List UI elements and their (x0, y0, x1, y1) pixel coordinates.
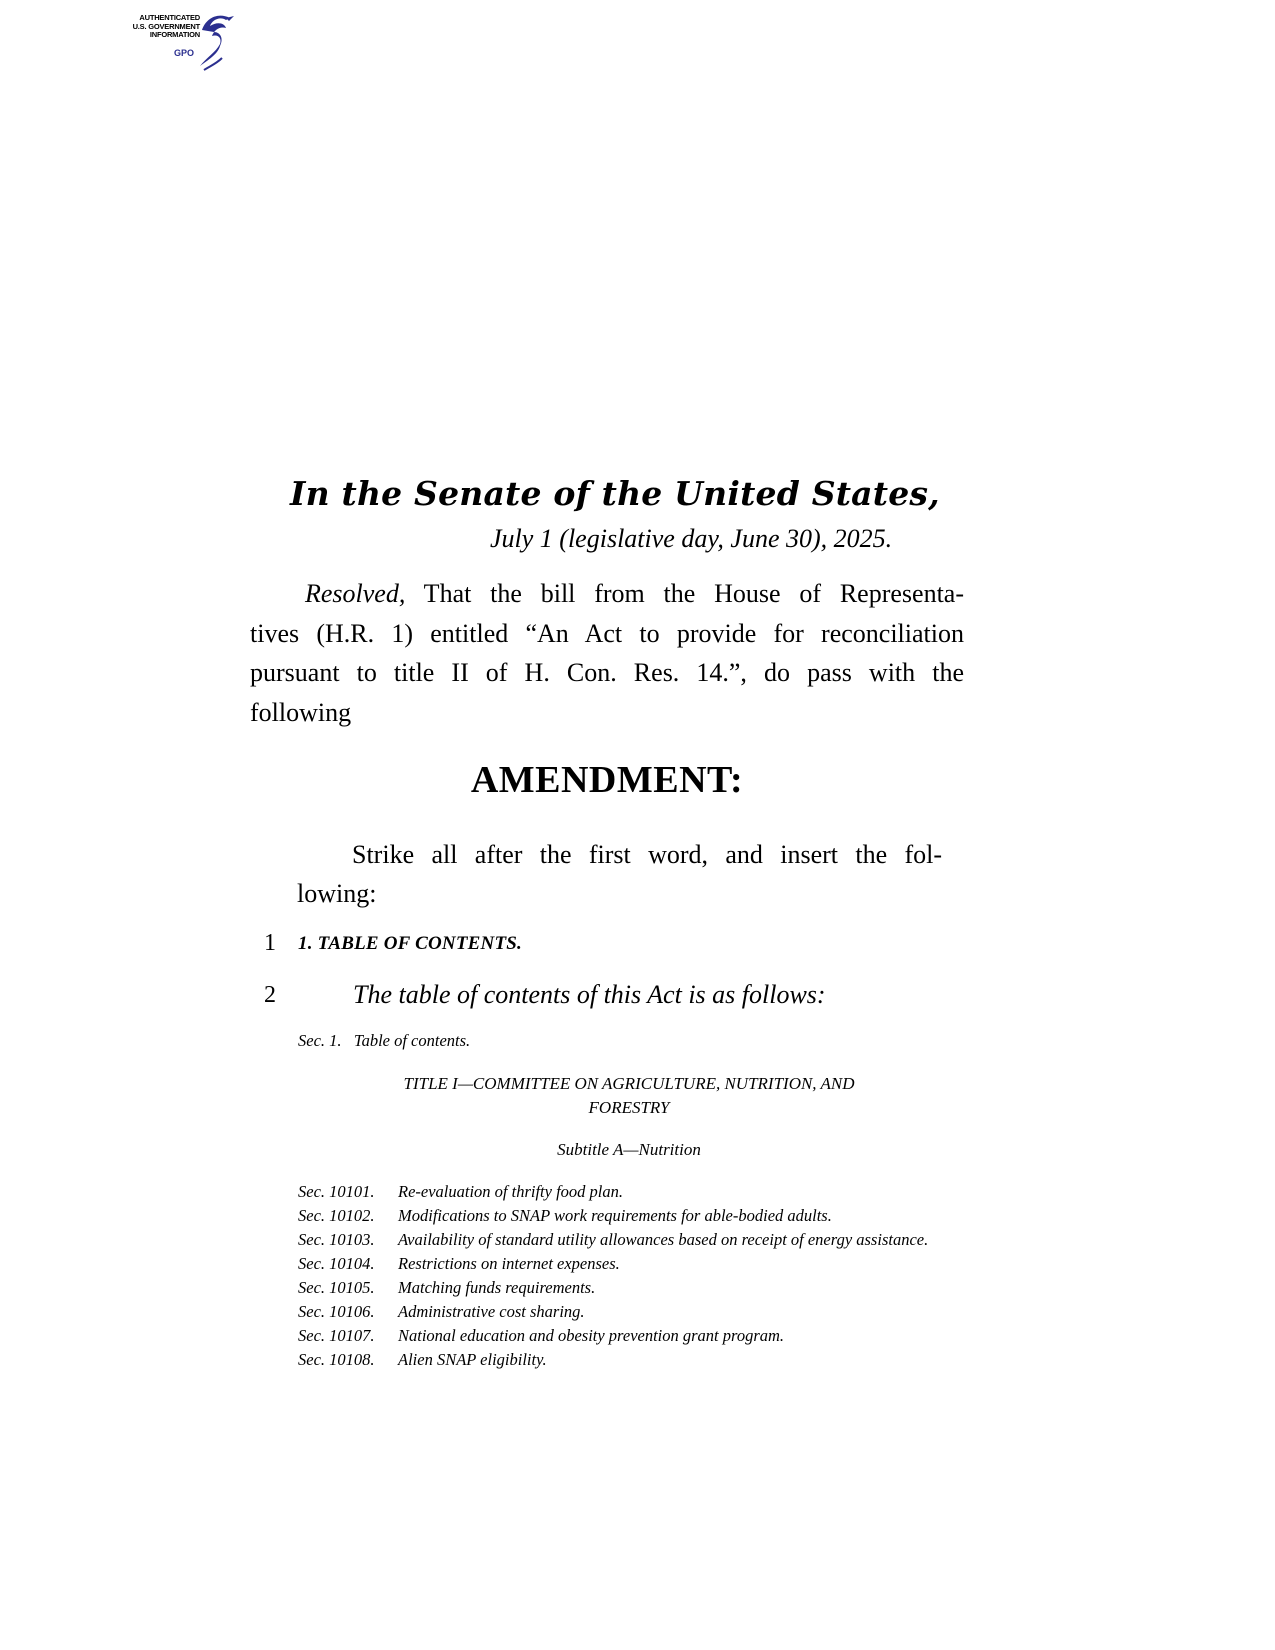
toc-list (298, 1180, 964, 1372)
legislative-date: July 1 (legislative day, June 30), 2025. (490, 524, 893, 553)
toc-entry: Sec. 10106. Administrative cost sharing. (298, 1302, 585, 1321)
resolved-lead: Resolved, (305, 579, 406, 608)
strike-line: lowing: (297, 879, 377, 908)
toc-intro: The table of contents of this Act is as follows: (353, 980, 826, 1009)
resolution-line: pursuant to title II of H. Con. Res. 14.”, do pass with the (250, 658, 964, 687)
toc-entry: Sec. 10108. Alien SNAP eligibility. (298, 1350, 547, 1369)
toc-section-number: Sec. 1. (298, 1031, 342, 1050)
line-number: 1 (264, 930, 276, 956)
toc-entry: Sec. 10105. Matching funds requirements. (298, 1278, 596, 1297)
toc-entry: Sec. 10107. National education and obesity prevention grant program. (298, 1326, 785, 1345)
resolution-line: tives (H.R. 1) entitled “An Act to provide for reconciliation (250, 618, 964, 648)
logo-gpo-mark: GPO (174, 48, 195, 58)
toc-entry: Sec. 10102. Modifications to SNAP work requirements for able-bodied adults. (298, 1206, 832, 1225)
amendment-heading: AMENDMENT: (470, 759, 744, 801)
strike-line: Strike all after the first word, and insert the fol- (352, 840, 942, 869)
logo-text: AUTHENTICATED U.S. GOVERNMENT INFORMATION (132, 13, 200, 39)
strike-instruction (297, 835, 942, 913)
line-number: 2 (264, 982, 276, 1008)
eagle-icon (196, 8, 236, 78)
toc-title-heading: TITLE I—COMMITTEE ON AGRICULTURE, NUTRITION, AND FORESTRY (403, 1074, 855, 1117)
gpo-authenticated-logo (100, 8, 240, 76)
resolution-line: Resolved, That the bill from the House of Representa- (305, 579, 964, 608)
toc-entry (298, 1031, 470, 1051)
resolution-paragraph (250, 574, 964, 732)
toc-entry: Sec. 10103. Availability of standard utility allowances based on receipt of energy assistance. (298, 1230, 929, 1249)
resolution-line: following (250, 697, 352, 727)
toc-section-title: Table of contents. (353, 1031, 471, 1050)
toc-entry: Sec. 10104. Restrictions on internet expenses. (298, 1254, 620, 1273)
senate-heading: In the Senate of the United States, (290, 474, 940, 513)
section-heading: 1. TABLE OF CONTENTS. (298, 933, 522, 954)
toc-subtitle-heading: Subtitle A—Nutrition (557, 1140, 701, 1159)
toc-entry: Sec. 10101. Re-evaluation of thrifty food plan. (298, 1182, 624, 1201)
